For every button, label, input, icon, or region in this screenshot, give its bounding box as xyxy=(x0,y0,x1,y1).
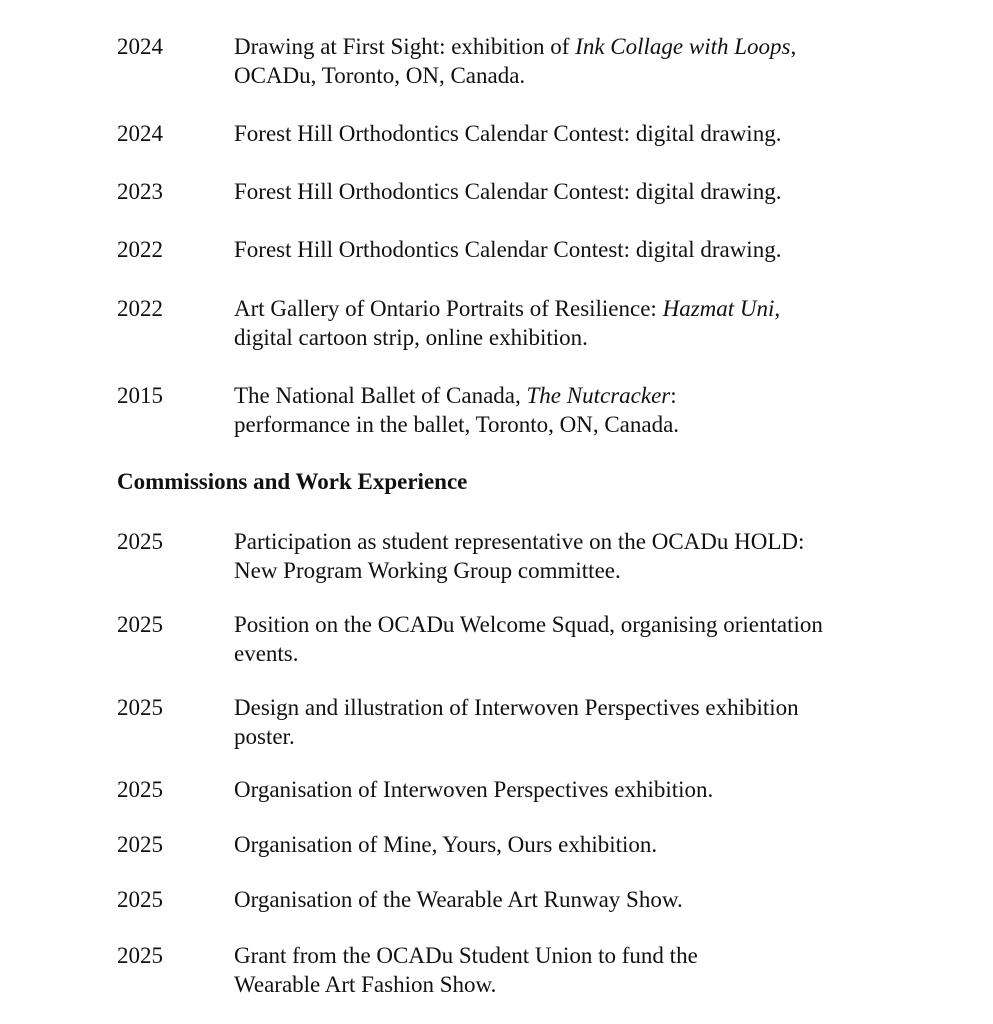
exhibition-entry xyxy=(117,235,877,264)
entry-text xyxy=(234,381,877,439)
commission-entry xyxy=(117,830,877,859)
entry-text xyxy=(234,610,877,668)
entry-text-line1: Position on the OCADu Welcome Squad, organising orientation xyxy=(234,612,823,637)
entry-text-part: Art Gallery of Ontario Portraits of Resilience: xyxy=(234,296,663,321)
entry-text xyxy=(234,527,877,585)
entry-year: 2023 xyxy=(117,179,163,204)
exhibition-entry xyxy=(117,119,877,148)
entry-year: 2022 xyxy=(117,296,163,321)
entry-text xyxy=(234,294,877,352)
exhibition-entry xyxy=(117,294,877,352)
entry-text-line2: performance in the ballet, Toronto, ON, Canada. xyxy=(234,412,680,437)
section-heading-commissions: Commissions and Work Experience xyxy=(117,469,468,494)
commission-entry xyxy=(117,527,877,585)
entry-text-part: , xyxy=(790,34,797,59)
entry-text-line2: events. xyxy=(234,641,299,666)
entry-text: Organisation of Interwoven Perspectives exhibition. xyxy=(234,777,714,802)
entry-year: 2025 xyxy=(117,695,163,720)
entry-text xyxy=(234,693,877,751)
entry-text-line1: Participation as student representative on the OCADu HOLD: xyxy=(234,529,805,554)
entry-text-line2: New Program Working Group committee. xyxy=(234,558,621,583)
entry-text: Forest Hill Orthodontics Calendar Contest: digital drawing. xyxy=(234,121,782,146)
commission-entry xyxy=(117,775,877,804)
entry-text xyxy=(234,32,877,90)
entry-text-part: Drawing at First Sight: exhibition of xyxy=(234,34,576,59)
entry-year: 2025 xyxy=(117,529,163,554)
commission-entry xyxy=(117,885,877,914)
entry-text-line1: Grant from the OCADu Student Union to fund the xyxy=(234,943,698,968)
exhibition-entry xyxy=(117,381,877,439)
entry-year: 2025 xyxy=(117,832,163,857)
entry-title-italic: Hazmat Uni xyxy=(662,296,775,321)
commission-entry xyxy=(117,610,877,668)
entry-year: 2022 xyxy=(117,237,163,262)
exhibition-entry xyxy=(117,32,877,90)
entry-text-line2: poster. xyxy=(234,724,295,749)
entry-text: Forest Hill Orthodontics Calendar Contest: digital drawing. xyxy=(234,179,782,204)
entry-text-line2: OCADu, Toronto, ON, Canada. xyxy=(234,63,526,88)
entry-text-part: : xyxy=(670,383,677,408)
entry-year: 2025 xyxy=(117,777,163,802)
entry-year: 2024 xyxy=(117,34,163,59)
entry-title-italic: The Nutcracker xyxy=(526,383,671,408)
entry-year: 2025 xyxy=(117,887,163,912)
commission-entry xyxy=(117,941,877,999)
commission-entry xyxy=(117,693,877,751)
entry-year: 2015 xyxy=(117,383,163,408)
entry-text xyxy=(234,941,877,999)
entry-text-part: The National Ballet of Canada, xyxy=(234,383,527,408)
entry-title-italic: Ink Collage with Loops xyxy=(575,34,791,59)
entry-text: Organisation of Mine, Yours, Ours exhibition. xyxy=(234,832,658,857)
entry-text: Forest Hill Orthodontics Calendar Contest: digital drawing. xyxy=(234,237,782,262)
entry-year: 2024 xyxy=(117,121,163,146)
entry-text-line2: Wearable Art Fashion Show. xyxy=(234,972,497,997)
entry-text-line1: Design and illustration of Interwoven Perspectives exhibition xyxy=(234,695,799,720)
entry-text: Organisation of the Wearable Art Runway Show. xyxy=(234,887,683,912)
exhibition-entry xyxy=(117,177,877,206)
entry-text-line2: digital cartoon strip, online exhibition. xyxy=(234,325,588,350)
entry-year: 2025 xyxy=(117,612,163,637)
entry-text-part: , xyxy=(774,296,781,321)
entry-year: 2025 xyxy=(117,943,163,968)
